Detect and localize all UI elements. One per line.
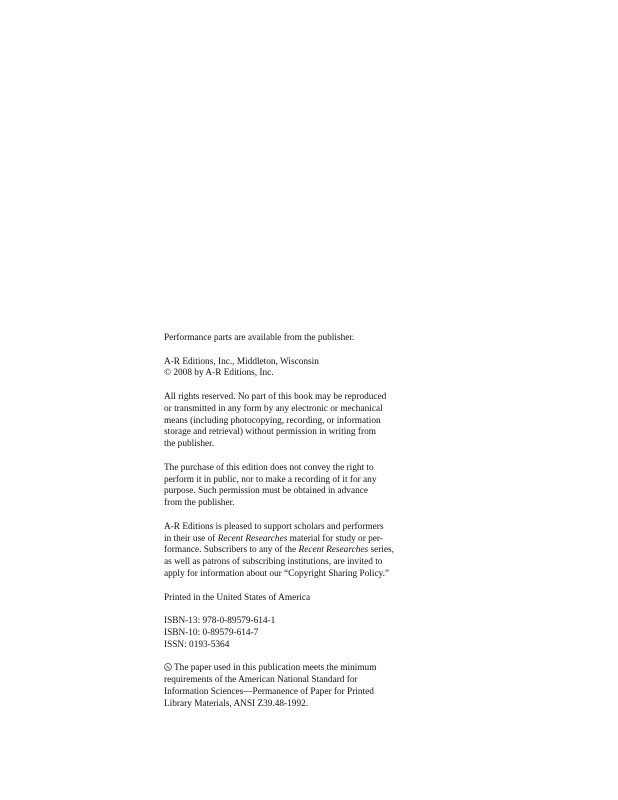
series-title: Recent Researches: [298, 545, 369, 556]
rights-notice: [164, 392, 414, 451]
performance-note: [164, 333, 414, 345]
printed-line: Printed in the United States of America: [164, 592, 311, 603]
printed-notice: [164, 593, 414, 605]
purchase-line: from the publisher.: [164, 498, 235, 509]
support-text: in their use of: [164, 533, 218, 544]
support-text: material for study or per-: [287, 533, 383, 544]
rights-line: or transmitted in any form by any electronic or mechanical: [164, 403, 383, 414]
identifiers: [164, 616, 414, 651]
rights-line: the publisher.: [164, 439, 215, 450]
paper-line: [164, 663, 414, 675]
rights-line: means (including photocopying, recording, or information: [164, 415, 381, 426]
support-line: [164, 534, 414, 546]
support-line: A-R Editions is pleased to support scholars and performers: [164, 521, 384, 532]
paper-line: Library Materials, ANSI Z39.48-1992.: [164, 698, 309, 709]
support-notice: [164, 522, 414, 581]
support-text: series,: [368, 545, 394, 556]
support-line: apply for information about our “Copyright Sharing Policy.”: [164, 568, 390, 579]
recycle-circle-icon: [164, 663, 172, 671]
rights-line: storage and retrieval) without permission in writing from: [164, 427, 376, 438]
paper-text: The paper used in this publication meets the minimum: [174, 663, 377, 674]
rights-line: All rights reserved. No part of this book may be reproduced: [164, 391, 387, 402]
copyright-page-text: [164, 333, 414, 722]
paper-line: Information Sciences—Permanence of Paper for Printed: [164, 686, 374, 697]
series-title: Recent Researches: [217, 533, 288, 544]
purchase-notice: [164, 463, 414, 510]
performance-note-line: Performance parts are available from the publisher.: [164, 333, 355, 343]
purchase-line: perform it in public, nor to make a recording of it for any: [164, 474, 377, 485]
paper-line: requirements of the American National Standard for: [164, 675, 358, 686]
purchase-line: The purchase of this edition does not convey the right to: [164, 462, 374, 473]
issn: ISSN: 0193-5364: [164, 639, 230, 650]
publisher-line: A-R Editions, Inc., Middleton, Wisconsin: [164, 356, 319, 367]
publisher-info: [164, 357, 414, 381]
purchase-line: purpose. Such permission must be obtained in advance: [164, 486, 368, 497]
support-line: [164, 545, 414, 557]
isbn13: ISBN-13: 978-0-89579-614-1: [164, 616, 276, 627]
copyright-line: © 2008 by A-R Editions, Inc.: [164, 368, 274, 379]
paper-notice: [164, 663, 414, 710]
support-line: as well as patrons of subscribing institutions, are invited to: [164, 557, 383, 568]
isbn10: ISBN-10: 0-89579-614-7: [164, 627, 259, 638]
support-text: formance. Subscribers to any of the: [164, 545, 299, 556]
